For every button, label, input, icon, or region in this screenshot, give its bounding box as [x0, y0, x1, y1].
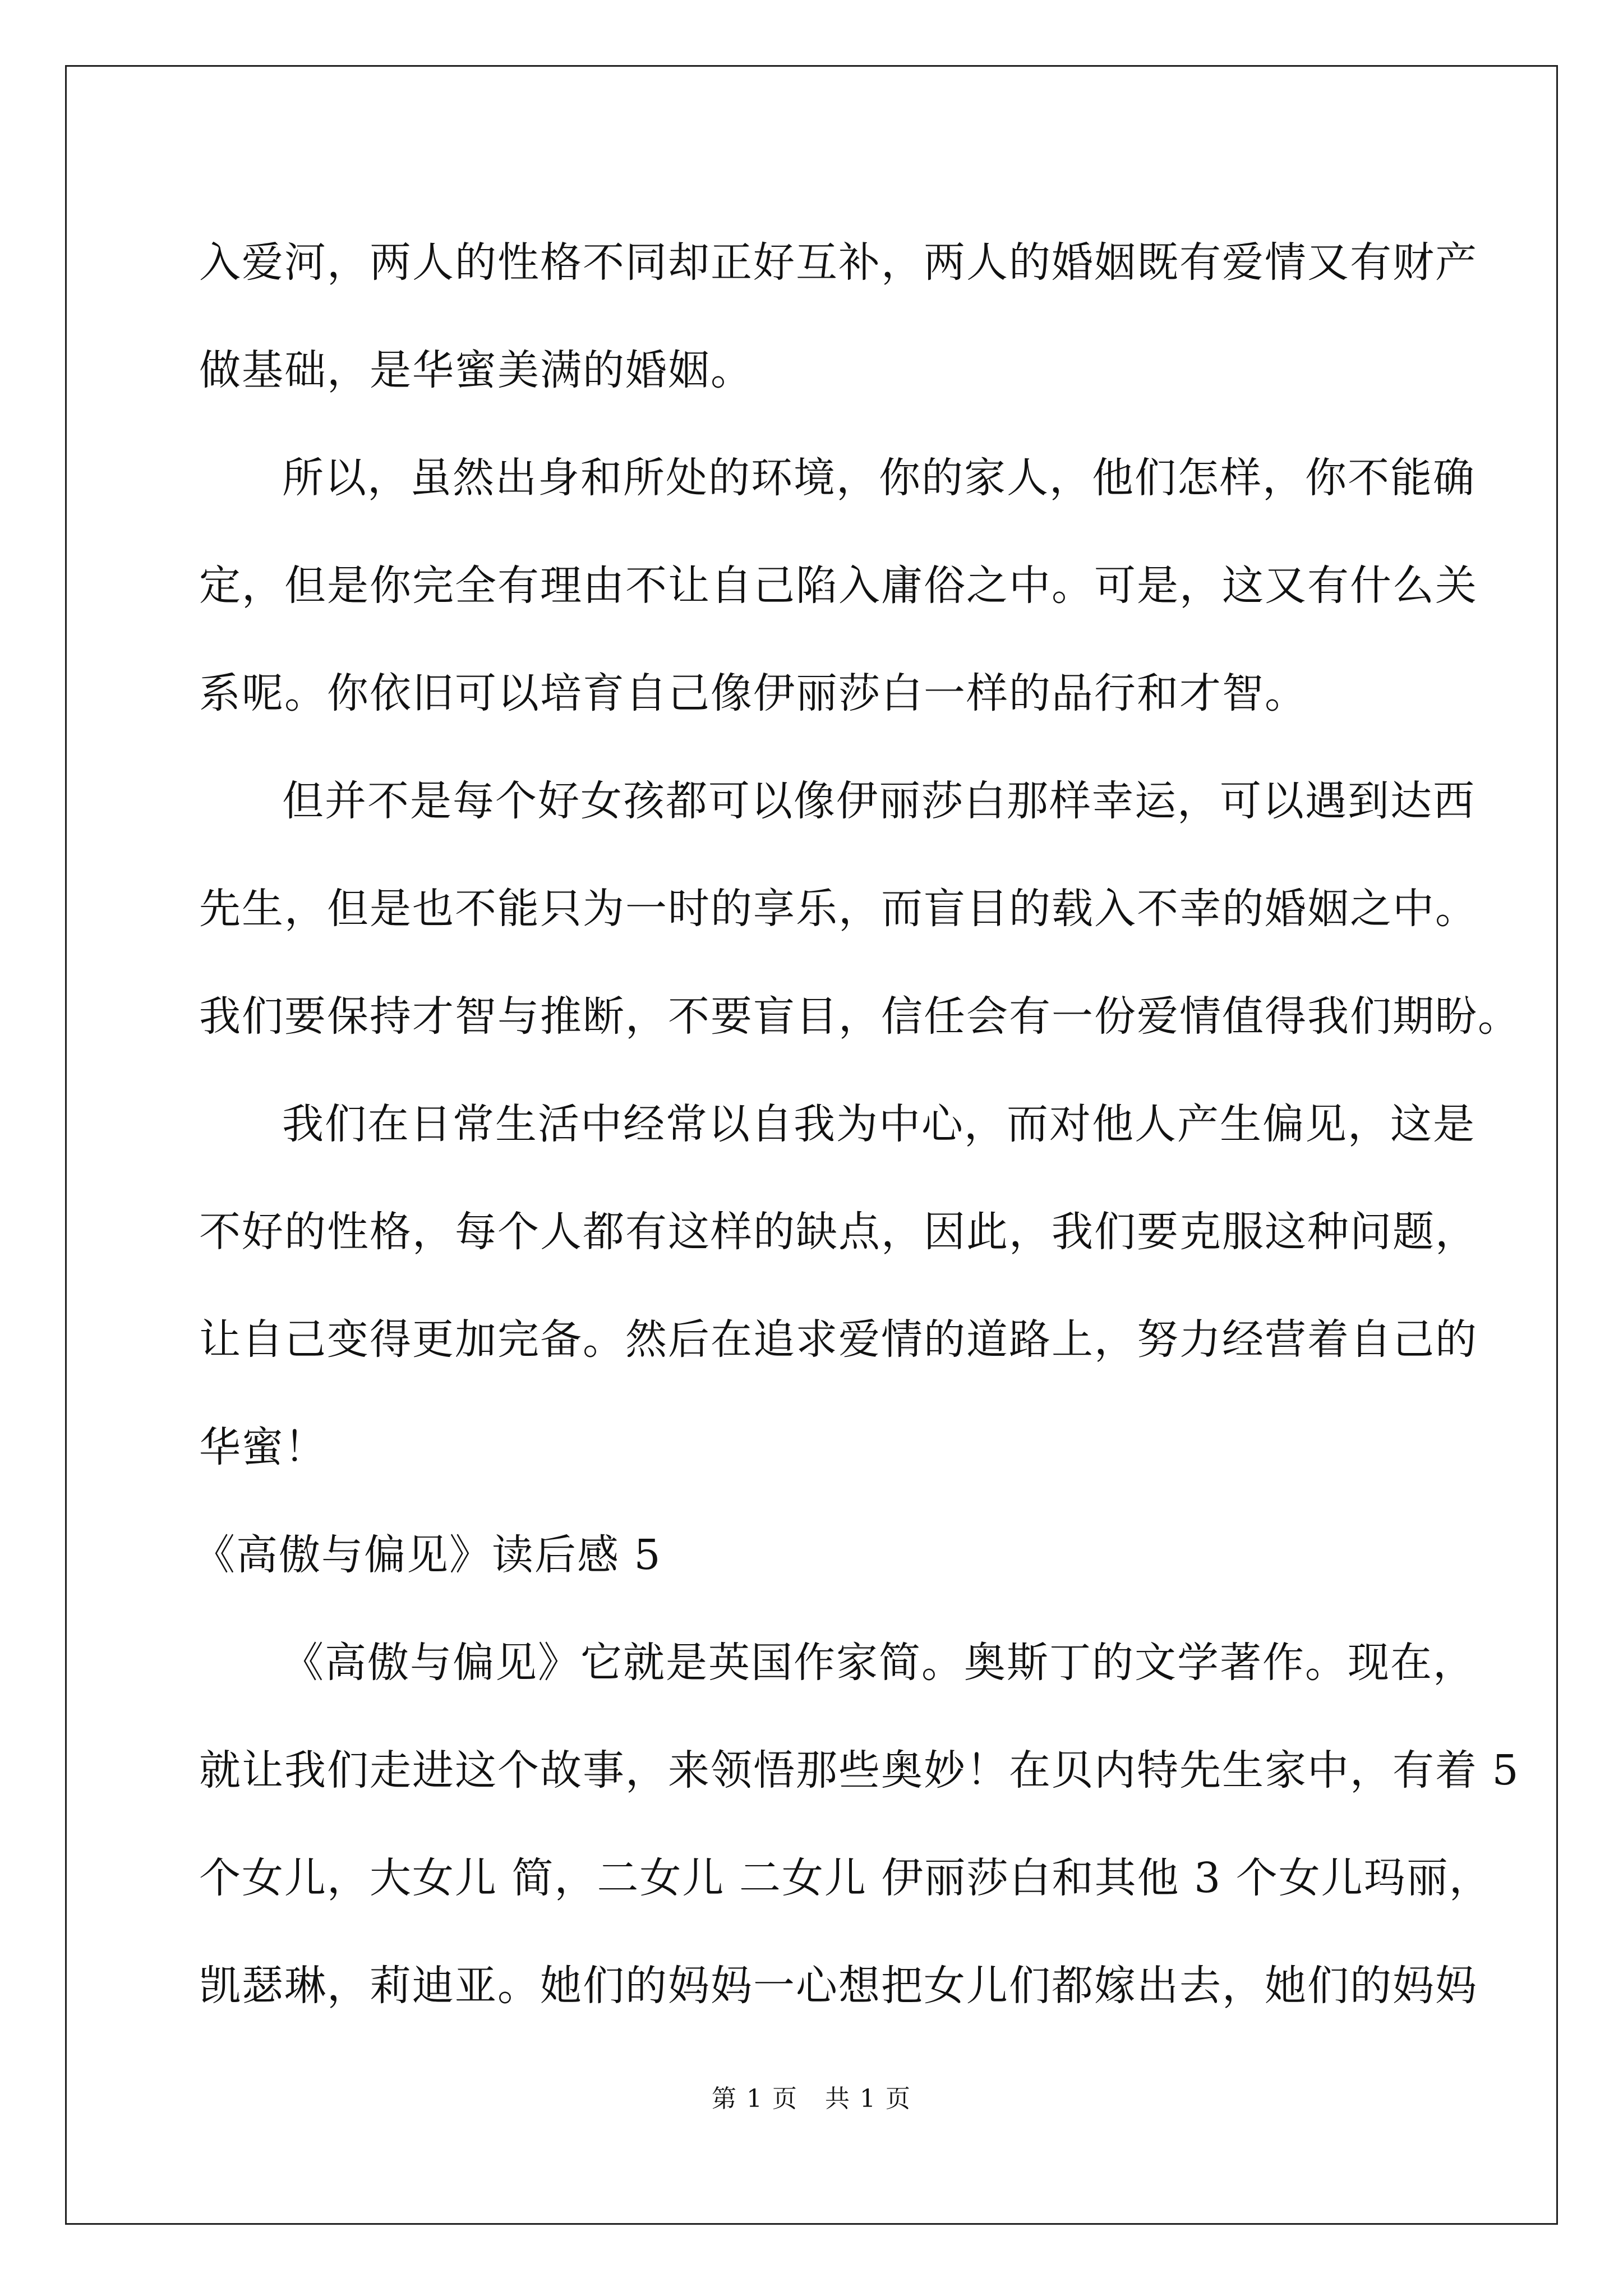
paragraph: [199, 1609, 1520, 2040]
text-line: 就让我们走进这个故事，来领悟那些奥妙！在贝内特先生家中，有着 5: [199, 1746, 1520, 1795]
paragraph: [199, 1070, 1478, 1501]
paragraph: [199, 209, 1478, 424]
text-line: 系呢。你依旧可以培育自己像伊丽莎白一样的品行和才智。: [199, 669, 1307, 717]
document-body: [193, 209, 1520, 2040]
text-line: 不好的性格，每个人都有这样的缺点，因此，我们要克服这种问题，: [199, 1208, 1478, 1256]
text-line: 凯瑟琳，莉迪亚。她们的妈妈一心想把女儿们都嫁出去，她们的妈妈: [199, 1962, 1478, 2010]
text-line: 所以，虽然出身和所处的环境，你的家人，他们怎样，你不能确: [282, 454, 1476, 502]
text-line: 个女儿，大女儿 简，二女儿 二女儿 伊丽莎白和其他 3 个女儿玛丽，: [199, 1854, 1492, 1902]
page-number-footer: 第 1 页 共 1 页: [712, 2085, 911, 2113]
text-line: 华蜜！: [199, 1423, 327, 1471]
text-line: 入爱河，两人的性格不同却正好互补，两人的婚姻既有爱情又有财产: [199, 238, 1478, 287]
text-line: 但并不是每个好女孩都可以像伊丽莎白那样幸运，可以遇到达西: [282, 777, 1476, 825]
text-line: 做基础，是华蜜美满的婚姻。: [199, 346, 753, 394]
text-line: 先生，但是也不能只为一时的享乐，而盲目的载入不幸的婚姻之中。: [199, 885, 1478, 933]
paragraph: [199, 747, 1520, 1070]
text-line: 《高傲与偏见》它就是英国作家简。奥斯丁的文学著作。现在，: [282, 1639, 1476, 1687]
text-line: 我们在日常生活中经常以自我为中心，而对他人产生偏见，这是: [282, 1100, 1476, 1148]
text-line: 我们要保持才智与推断，不要盲目，信任会有一份爱情值得我们期盼。: [199, 992, 1520, 1041]
section-heading: 《高傲与偏见》读后感 5: [193, 1531, 662, 1579]
paragraph: [199, 424, 1478, 747]
text-line: 定，但是你完全有理由不让自己陷入庸俗之中。可是，这又有什么关: [199, 562, 1478, 610]
text-line: 让自己变得更加完备。然后在追求爱情的道路上，努力经营着自己的: [199, 1315, 1478, 1364]
